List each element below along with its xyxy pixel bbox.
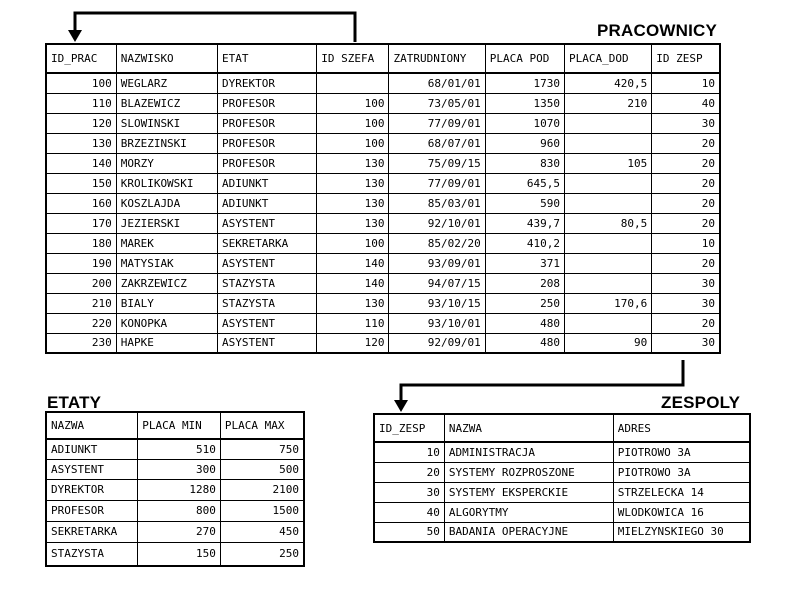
table-cell: 68/07/01: [389, 133, 485, 153]
table-cell: 85/02/20: [389, 233, 485, 253]
table-cell: 20: [652, 173, 720, 193]
table-cell: 220: [46, 313, 116, 333]
table-row: [374, 522, 750, 542]
table-cell: 20: [652, 253, 720, 273]
table-cell: MAREK: [116, 233, 217, 253]
table-cell: 250: [220, 542, 304, 566]
column-header: ETAT: [218, 44, 317, 73]
table-cell: WLODKOWICA 16: [613, 502, 750, 522]
table-row: [46, 153, 720, 173]
table-row: [46, 193, 720, 213]
table-cell: [317, 73, 389, 93]
table-cell: 800: [138, 500, 221, 521]
table-cell: DYREKTOR: [46, 479, 138, 500]
table-cell: PIOTROWO 3A: [613, 462, 750, 482]
table-cell: DYREKTOR: [218, 73, 317, 93]
table-cell: 590: [485, 193, 564, 213]
table-cell: 439,7: [485, 213, 564, 233]
table-cell: 68/01/01: [389, 73, 485, 93]
table-row: [46, 521, 304, 542]
table-cell: 94/07/15: [389, 273, 485, 293]
table-cell: [565, 193, 652, 213]
table-cell: KOSZLAJDA: [116, 193, 217, 213]
table-row: [46, 313, 720, 333]
table-cell: 190: [46, 253, 116, 273]
etaty-table: [45, 411, 305, 567]
table-cell: 10: [652, 73, 720, 93]
table-cell: 30: [652, 333, 720, 353]
header-row: [46, 44, 720, 73]
table-row: [46, 293, 720, 313]
table-cell: 110: [46, 93, 116, 113]
table-cell: 100: [317, 113, 389, 133]
table-cell: 30: [652, 113, 720, 133]
table-cell: 20: [374, 462, 444, 482]
table-row: [46, 500, 304, 521]
table-cell: 77/09/01: [389, 113, 485, 133]
table-cell: 150: [138, 542, 221, 566]
column-header: ID_PRAC: [46, 44, 116, 73]
table-row: [46, 439, 304, 459]
table-cell: 100: [317, 233, 389, 253]
table-cell: [565, 113, 652, 133]
table-cell: 750: [220, 439, 304, 459]
table-cell: ADIUNKT: [218, 193, 317, 213]
table-cell: 645,5: [485, 173, 564, 193]
table-row: [46, 233, 720, 253]
table-row: [374, 482, 750, 502]
table-cell: 30: [374, 482, 444, 502]
table-cell: 960: [485, 133, 564, 153]
table-cell: [565, 273, 652, 293]
zespoly-title: ZESPOLY: [661, 393, 741, 412]
table-cell: 90: [565, 333, 652, 353]
table-cell: ASYSTENT: [46, 459, 138, 479]
table-cell: 140: [317, 273, 389, 293]
table-cell: BADANIA OPERACYJNE: [444, 522, 613, 542]
table-cell: 510: [138, 439, 221, 459]
table-cell: 130: [317, 173, 389, 193]
table-cell: 180: [46, 233, 116, 253]
table-cell: 100: [317, 133, 389, 153]
table-cell: 73/05/01: [389, 93, 485, 113]
column-header: ZATRUDNIONY: [389, 44, 485, 73]
table-cell: ASYSTENT: [218, 253, 317, 273]
table-cell: ASYSTENT: [218, 313, 317, 333]
table-cell: 105: [565, 153, 652, 173]
table-cell: 130: [317, 193, 389, 213]
table-cell: SYSTEMY ROZPROSZONE: [444, 462, 613, 482]
table-cell: PROFESOR: [218, 153, 317, 173]
table-cell: 100: [46, 73, 116, 93]
pracownicy-table: [45, 43, 721, 354]
column-header: PLACA POD: [485, 44, 564, 73]
table-cell: 150: [46, 173, 116, 193]
table-cell: [565, 133, 652, 153]
table-cell: KROLIKOWSKI: [116, 173, 217, 193]
table-cell: 20: [652, 153, 720, 173]
table-cell: 450: [220, 521, 304, 542]
table-cell: 80,5: [565, 213, 652, 233]
table-cell: 210: [46, 293, 116, 313]
table-cell: HAPKE: [116, 333, 217, 353]
column-header: ID_ZESP: [374, 414, 444, 442]
table-cell: 20: [652, 133, 720, 153]
table-cell: 20: [652, 213, 720, 233]
table-cell: SEKRETARKA: [46, 521, 138, 542]
table-row: [46, 459, 304, 479]
table-cell: ASYSTENT: [218, 333, 317, 353]
table-cell: SLOWINSKI: [116, 113, 217, 133]
column-header: ADRES: [613, 414, 750, 442]
table-cell: SEKRETARKA: [218, 233, 317, 253]
table-cell: 210: [565, 93, 652, 113]
table-cell: 30: [652, 273, 720, 293]
table-cell: 1730: [485, 73, 564, 93]
table-cell: 40: [652, 93, 720, 113]
column-header: ID SZEFA: [317, 44, 389, 73]
table-cell: 92/10/01: [389, 213, 485, 233]
column-header: ID ZESP: [652, 44, 720, 73]
column-header: NAZWA: [46, 412, 138, 439]
table-cell: STAZYSTA: [218, 273, 317, 293]
zespoly-table: [373, 413, 751, 543]
table-cell: STAZYSTA: [46, 542, 138, 566]
arrow-id-zesp-to-zespoly: [394, 360, 683, 412]
table-cell: MIELZYNSKIEGO 30: [613, 522, 750, 542]
table-cell: 480: [485, 313, 564, 333]
table-row: [46, 213, 720, 233]
table-cell: 77/09/01: [389, 173, 485, 193]
table-cell: 20: [652, 313, 720, 333]
table-cell: STAZYSTA: [218, 293, 317, 313]
table-cell: 93/09/01: [389, 253, 485, 273]
table-cell: 93/10/01: [389, 313, 485, 333]
table-row: [46, 133, 720, 153]
table-row: [46, 333, 720, 353]
table-cell: 130: [317, 213, 389, 233]
table-cell: 140: [317, 253, 389, 273]
table-row: [46, 113, 720, 133]
table-cell: 830: [485, 153, 564, 173]
header-row: [374, 414, 750, 442]
table-cell: 371: [485, 253, 564, 273]
column-header: NAZWA: [444, 414, 613, 442]
table-cell: 170,6: [565, 293, 652, 313]
table-cell: ALGORYTMY: [444, 502, 613, 522]
table-cell: ZAKRZEWICZ: [116, 273, 217, 293]
table-cell: 110: [317, 313, 389, 333]
table-cell: BIALY: [116, 293, 217, 313]
table-cell: 200: [46, 273, 116, 293]
table-cell: 10: [652, 233, 720, 253]
table-cell: [565, 173, 652, 193]
table-cell: BRZEZINSKI: [116, 133, 217, 153]
table-cell: 130: [46, 133, 116, 153]
table-cell: PROFESOR: [46, 500, 138, 521]
table-cell: 130: [317, 153, 389, 173]
table-cell: PROFESOR: [218, 133, 317, 153]
table-cell: 160: [46, 193, 116, 213]
table-cell: MORZY: [116, 153, 217, 173]
table-cell: 1280: [138, 479, 221, 500]
table-cell: 170: [46, 213, 116, 233]
table-cell: 100: [317, 93, 389, 113]
table-row: [46, 93, 720, 113]
table-row: [46, 173, 720, 193]
table-row: [46, 479, 304, 500]
column-header: PLACA MAX: [220, 412, 304, 439]
header-row: [46, 412, 304, 439]
table-cell: 410,2: [485, 233, 564, 253]
table-cell: 250: [485, 293, 564, 313]
table-cell: 130: [317, 293, 389, 313]
pracownicy-title: PRACOWNICY: [597, 21, 718, 40]
table-cell: 92/09/01: [389, 333, 485, 353]
table-cell: 2100: [220, 479, 304, 500]
table-cell: 40: [374, 502, 444, 522]
table-cell: 300: [138, 459, 221, 479]
table-cell: 50: [374, 522, 444, 542]
table-cell: 1070: [485, 113, 564, 133]
table-cell: 120: [46, 113, 116, 133]
table-cell: PROFESOR: [218, 93, 317, 113]
table-cell: PIOTROWO 3A: [613, 442, 750, 462]
column-header: PLACA MIN: [138, 412, 221, 439]
table-cell: ADMINISTRACJA: [444, 442, 613, 462]
table-cell: 420,5: [565, 73, 652, 93]
table-cell: 93/10/15: [389, 293, 485, 313]
table-row: [46, 273, 720, 293]
table-cell: 20: [652, 193, 720, 213]
table-cell: 30: [652, 293, 720, 313]
table-cell: SYSTEMY EKSPERCKIE: [444, 482, 613, 502]
table-cell: 10: [374, 442, 444, 462]
table-cell: MATYSIAK: [116, 253, 217, 273]
column-header: PLACA_DOD: [565, 44, 652, 73]
table-cell: 208: [485, 273, 564, 293]
table-cell: 1350: [485, 93, 564, 113]
table-cell: 75/09/15: [389, 153, 485, 173]
table-cell: 85/03/01: [389, 193, 485, 213]
table-cell: 480: [485, 333, 564, 353]
table-cell: [565, 233, 652, 253]
etaty-title: ETATY: [47, 393, 102, 412]
table-row: [374, 442, 750, 462]
table-cell: 270: [138, 521, 221, 542]
table-row: [46, 253, 720, 273]
table-cell: 500: [220, 459, 304, 479]
table-cell: WEGLARZ: [116, 73, 217, 93]
table-row: [374, 502, 750, 522]
table-cell: ADIUNKT: [46, 439, 138, 459]
table-cell: STRZELECKA 14: [613, 482, 750, 502]
table-cell: 1500: [220, 500, 304, 521]
table-cell: 140: [46, 153, 116, 173]
table-cell: JEZIERSKI: [116, 213, 217, 233]
table-cell: [565, 313, 652, 333]
table-cell: KONOPKA: [116, 313, 217, 333]
column-header: NAZWISKO: [116, 44, 217, 73]
table-cell: [565, 253, 652, 273]
table-cell: BLAZEWICZ: [116, 93, 217, 113]
table-row: [46, 542, 304, 566]
arrow-id-szefa-to-id-prac: [68, 13, 355, 42]
table-cell: 120: [317, 333, 389, 353]
table-row: [46, 73, 720, 93]
table-cell: ASYSTENT: [218, 213, 317, 233]
table-row: [374, 462, 750, 482]
table-cell: 230: [46, 333, 116, 353]
table-cell: PROFESOR: [218, 113, 317, 133]
table-cell: ADIUNKT: [218, 173, 317, 193]
